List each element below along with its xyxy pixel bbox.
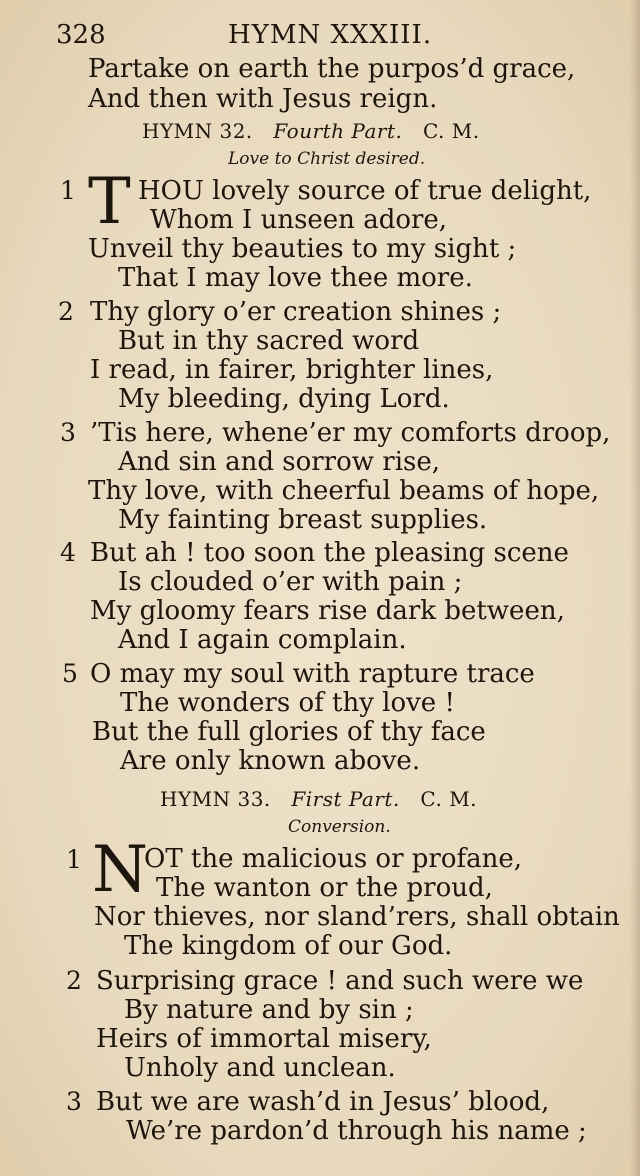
running-head <box>0 20 640 52</box>
verse-number: 5 <box>62 659 78 688</box>
verse-number: 1 <box>60 176 76 205</box>
hymn-line: The kingdom of our God. <box>124 931 453 961</box>
hymn-line: Whom I unseen adore, <box>150 205 448 235</box>
hymn-heading <box>160 787 477 811</box>
hymn-line: HOU lovely source of true delight, <box>138 176 592 206</box>
hymn-subtitle: Conversion. <box>288 817 391 837</box>
carryover-line: Partake on earth the purpos’d grace, <box>88 54 576 84</box>
hymn-part: Fourth Part. <box>273 119 403 143</box>
hymn-line: ’Tis here, whene’er my comforts droop, <box>90 418 611 448</box>
hymn-heading <box>142 119 480 143</box>
hymn-line: Unholy and unclean. <box>124 1053 396 1083</box>
verse-number: 2 <box>66 966 82 995</box>
hymn-line: The wonders of thy love ! <box>120 688 455 718</box>
hymn-meter: C. M. <box>420 787 478 811</box>
hymn-line: Heirs of immortal misery, <box>96 1024 432 1054</box>
hymn-line: Thy love, with cheerful beams of hope, <box>88 476 600 506</box>
hymn-line: Is clouded o’er with pain ; <box>118 567 463 597</box>
hymn-line: And I again complain. <box>118 625 407 655</box>
hymn-line: Thy glory o’er creation shines ; <box>90 297 502 327</box>
hymn-line: O may my soul with rapture trace <box>90 659 535 689</box>
hymn-line: OT the malicious or profane, <box>144 844 523 874</box>
hymn-line: Surprising grace ! and such were we <box>96 966 584 996</box>
hymn-line: The wanton or the proud, <box>156 873 493 903</box>
hymn-line: But the full glories of thy face <box>92 717 486 747</box>
hymn-line: Unveil thy beauties to my sight ; <box>88 234 517 264</box>
hymn-subtitle: Love to Christ desired. <box>228 149 426 169</box>
running-title: HYMN XXXIII. <box>228 20 433 50</box>
hymn-line: My fainting breast supplies. <box>118 505 488 535</box>
verse-number: 2 <box>58 297 74 326</box>
verse-number: 4 <box>60 538 76 567</box>
hymn-line: Are only known above. <box>120 746 421 776</box>
verse-number: 3 <box>66 1087 82 1116</box>
hymn-line: And sin and sorrow rise, <box>118 447 441 477</box>
carryover-line: And then with Jesus reign. <box>88 84 438 114</box>
hymn-line: We’re pardon’d through his name ; <box>126 1116 587 1146</box>
hymn-part: First Part. <box>291 787 400 811</box>
hymn-line: My bleeding, dying Lord. <box>118 384 450 414</box>
hymn-number: HYMN 32. <box>142 119 253 143</box>
hymn-line: My gloomy fears rise dark between, <box>90 596 565 626</box>
drop-capital: T <box>88 165 131 239</box>
hymn-meter: C. M. <box>422 119 480 143</box>
hymn-line: But in thy sacred word <box>118 326 420 356</box>
page-edge-shadow <box>630 0 640 1176</box>
verse-number: 1 <box>66 845 82 874</box>
hymn-line: I read, in fairer, brighter lines, <box>90 355 494 385</box>
hymn-number: HYMN 33. <box>160 787 271 811</box>
drop-capital: N <box>92 833 148 907</box>
hymn-line: By nature and by sin ; <box>124 995 414 1025</box>
page-number: 328 <box>56 20 106 50</box>
hymn-line: But ah ! too soon the pleasing scene <box>90 538 569 568</box>
verse-number: 3 <box>60 418 76 447</box>
hymn-line: Nor thieves, nor sland’rers, shall obtain <box>94 902 620 932</box>
hymn-line: That I may love thee more. <box>118 263 473 293</box>
hymn-line: But we are wash’d in Jesus’ blood, <box>96 1087 550 1117</box>
